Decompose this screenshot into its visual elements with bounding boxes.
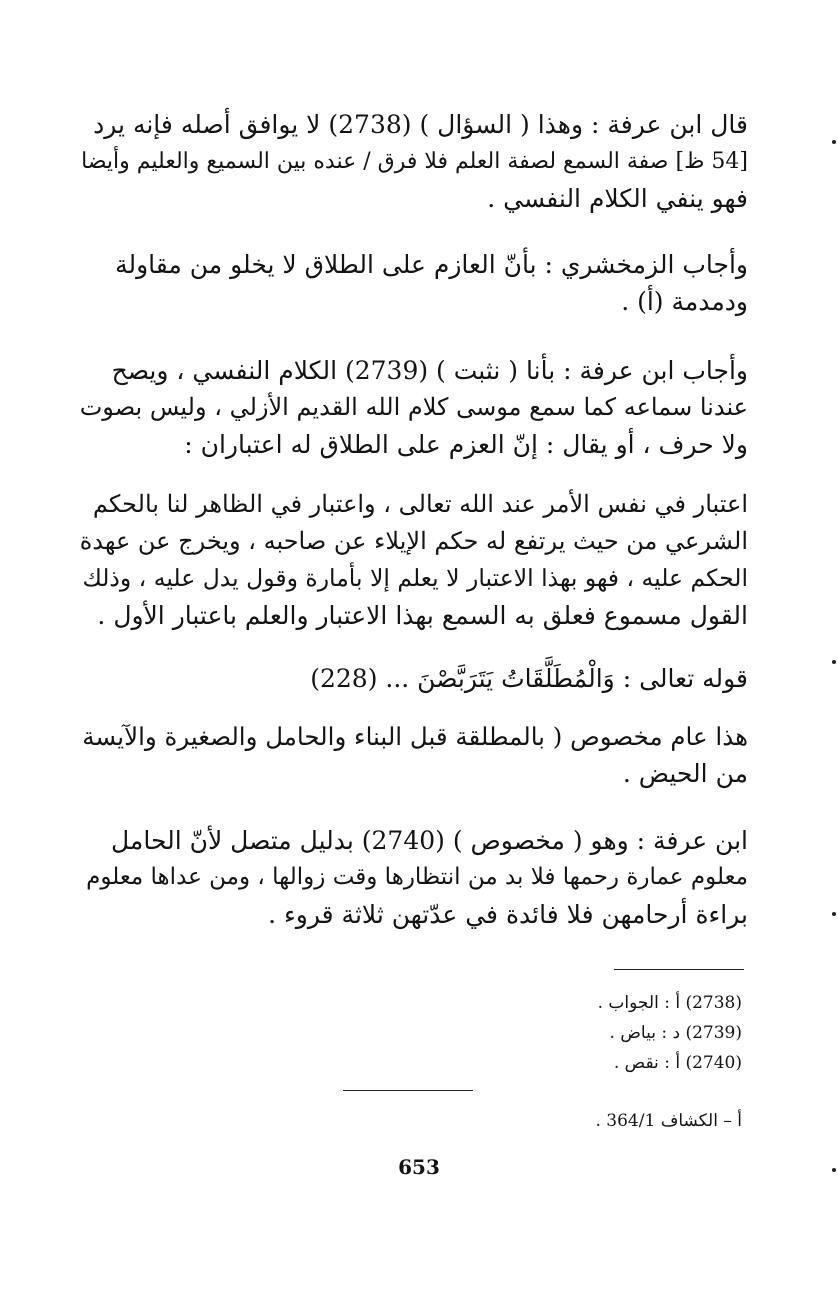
text-line: من الحيض . <box>622 759 748 788</box>
text-line: [54 ظ] صفة السمع لصفة العلم فلا فرق / عنده بين السميع والعليم وأيضا <box>81 149 748 174</box>
text-line: فهو ينفي الكلام النفسي . <box>487 184 748 213</box>
text-line: وأجاب الزمخشري : بأنّ العازم على الطلاق لا يخلو من مقاولة <box>115 250 748 279</box>
footnote-divider <box>614 969 744 970</box>
text-line: عندنا سماعه كما سمع موسى كلام الله القديم الأزلي ، وليس بصوت <box>79 393 748 421</box>
paragraph-ibn-arafa-2 <box>80 352 748 463</box>
text-line: براءة أرحامهن فلا فائدة في عدّتهن ثلاثة قروء . <box>268 900 748 929</box>
edge-mark <box>832 912 836 916</box>
source-note: أ – الكشاف 364/1 . <box>595 1111 742 1131</box>
text-line: القول مسموع فعلق به السمع بهذا الاعتبار والعلم باعتبار الأول . <box>97 601 748 630</box>
text-line: هذا عام مخصوص ( بالمطلقة قبل البناء والحامل والصغيرة والآيسة <box>82 722 748 751</box>
paragraph-two-considerations <box>80 486 748 634</box>
text-line: الحكم عليه ، فهو بهذا الاعتبار لا يعلم إلا بأمارة وقول يدل عليه ، وذلك <box>82 564 748 592</box>
paragraph-ibn-arafa-3 <box>80 822 748 933</box>
text-line: قال ابن عرفة : وهذا ( السؤال ) (2738) لا يوافق أصله فإنه يرد <box>93 110 748 139</box>
text-line: الشرعي من حيث يرتفع له حكم الإيلاء عن صاحبه ، ويخرج عن عهدة <box>79 527 748 555</box>
text-line: ابن عرفة : وهو ( مخصوص ) (2740) بدليل متصل لأنّ الحامل <box>111 826 748 855</box>
edge-mark <box>832 140 836 144</box>
footnote-2740: (2740) أ : نقص . <box>613 1053 742 1073</box>
text-line: اعتبار في نفس الأمر عند الله تعالى ، واعتبار في الظاهر لنا بالحكم <box>92 490 748 518</box>
edge-mark <box>832 660 836 664</box>
paragraph-specific-general <box>80 718 748 792</box>
paragraph-zamakhshari <box>80 246 748 320</box>
paragraph-verse-quote <box>80 660 748 697</box>
footnote-2739: (2739) د : بياض . <box>609 1023 742 1043</box>
page-number: 653 <box>398 1155 440 1179</box>
edge-mark <box>832 1168 836 1172</box>
text-line: معلوم عمارة رحمها فلا بد من انتظارها وقت زوالها ، ومن عداها معلوم <box>86 864 748 890</box>
footnote-2738: (2738) أ : الجواب . <box>597 993 742 1013</box>
text-line: قوله تعالى : وَالْمُطَلَّقَاتُ يَتَرَبَّصْنَ ... (228) <box>310 664 748 693</box>
paragraph-ibn-arafa-1 <box>80 106 748 217</box>
text-line: ودمدمة (أ) . <box>621 287 748 316</box>
text-line: وأجاب ابن عرفة : بأنا ( نثبت ) (2739) الكلام النفسي ، ويصح <box>111 356 748 385</box>
text-line: ولا حرف ، أو يقال : إنّ العزم على الطلاق له اعتباران : <box>184 430 748 459</box>
source-note-divider <box>343 1090 473 1091</box>
